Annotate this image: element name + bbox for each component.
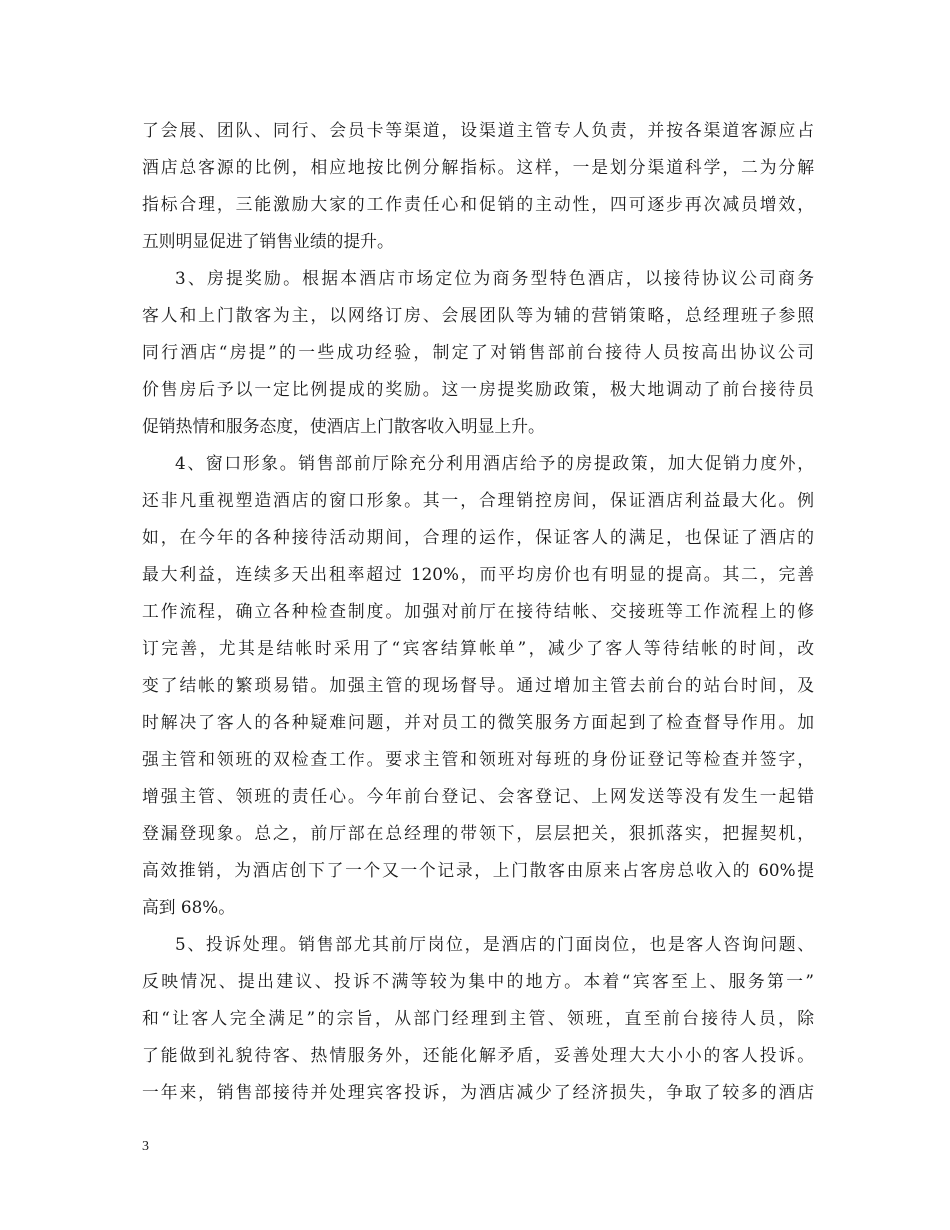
text-line: 工作流程，确立各种检查制度。加强对前厅在接待结帐、交接班等工作流程上的修 [142, 601, 814, 621]
page-number: 3 [142, 1139, 149, 1154]
text-line: 时解决了客人的各种疑难问题，并对员工的微笑服务方面起到了检查督导作用。加 [142, 712, 814, 732]
text-line: 如，在今年的各种接待活动期间，合理的运作，保证客人的满足，也保证了酒店的 [142, 527, 814, 547]
text-line: 促销热情和服务态度，使酒店上门散客收入明显上升。 [142, 416, 545, 436]
document-body [142, 112, 814, 1111]
paragraph-complaint-handling [142, 926, 814, 1111]
text-line: 了能做到礼貌待客、热情服务外，还能化解矛盾，妥善处理大大小小的客人投诉。 [142, 1045, 814, 1065]
paragraph-room-commission [142, 260, 814, 445]
text-line: 高效推销，为酒店创下了一个又一个记录，上门散客由原来占客房总收入的 60%提 [142, 860, 814, 880]
text-line: 反映情况、提出建议、投诉不满等较为集中的地方。本着“宾客至上、服务第一” [142, 971, 814, 991]
text-line: 价售房后予以一定比例提成的奖励。这一房提奖励政策，极大地调动了前台接待员 [142, 379, 814, 399]
text-line: 高到 68%。 [142, 897, 235, 917]
text-line: 变了结帐的繁琐易错。加强主管的现场督导。通过增加主管去前台的站台时间，及 [142, 675, 814, 695]
text-line: 还非凡重视塑造酒店的窗口形象。其一，合理销控房间，保证酒店利益最大化。例 [142, 490, 814, 510]
text-line: 了会展、团队、同行、会员卡等渠道，设渠道主管专人负责，并按各渠道客源应占 [142, 120, 814, 140]
text-line: 五则明显促进了销售业绩的提升。 [142, 231, 394, 251]
text-line: 同行酒店“房提”的一些成功经验，制定了对销售部前台接待人员按高出协议公司 [142, 342, 814, 362]
text-line: 强主管和领班的双检查工作。要求主管和领班对每班的身份证登记等检查并签字， [142, 749, 814, 769]
paragraph-continued [142, 112, 814, 260]
text-line: 客人和上门散客为主，以网络订房、会展团队等为辅的营销策略，总经理班子参照 [142, 305, 814, 325]
text-line: 一年来，销售部接待并处理宾客投诉，为酒店减少了经济损失，争取了较多的酒店 [142, 1082, 814, 1102]
text-line: 登漏登现象。总之，前厅部在总经理的带领下，层层把关，狠抓落实，把握契机， [142, 823, 814, 843]
text-line: 5、投诉处理。销售部尤其前厅岗位，是酒店的门面岗位，也是客人咨询问题、 [175, 934, 814, 954]
text-line: 和“让客人完全满足”的宗旨，从部门经理到主管、领班，直至前台接待人员，除 [142, 1008, 814, 1028]
paragraph-window-image [142, 445, 814, 926]
text-line: 增强主管、领班的责任心。今年前台登记、会客登记、上网发送等没有发生一起错 [142, 786, 814, 806]
text-line: 酒店总客源的比例，相应地按比例分解指标。这样，一是划分渠道科学，二为分解 [142, 157, 814, 177]
text-line: 订完善，尤其是结帐时采用了“宾客结算帐单”，减少了客人等待结帐的时间，改 [142, 638, 814, 658]
text-line: 最大利益，连续多天出租率超过 120%，而平均房价也有明显的提高。其二，完善 [142, 564, 814, 584]
text-line: 指标合理，三能激励大家的工作责任心和促销的主动性，四可逐步再次减员增效， [142, 194, 814, 214]
text-line: 3、房提奖励。根据本酒店市场定位为商务型特色酒店，以接待协议公司商务 [175, 268, 814, 288]
text-line: 4、窗口形象。销售部前厅除充分利用酒店给予的房提政策，加大促销力度外， [175, 453, 814, 473]
